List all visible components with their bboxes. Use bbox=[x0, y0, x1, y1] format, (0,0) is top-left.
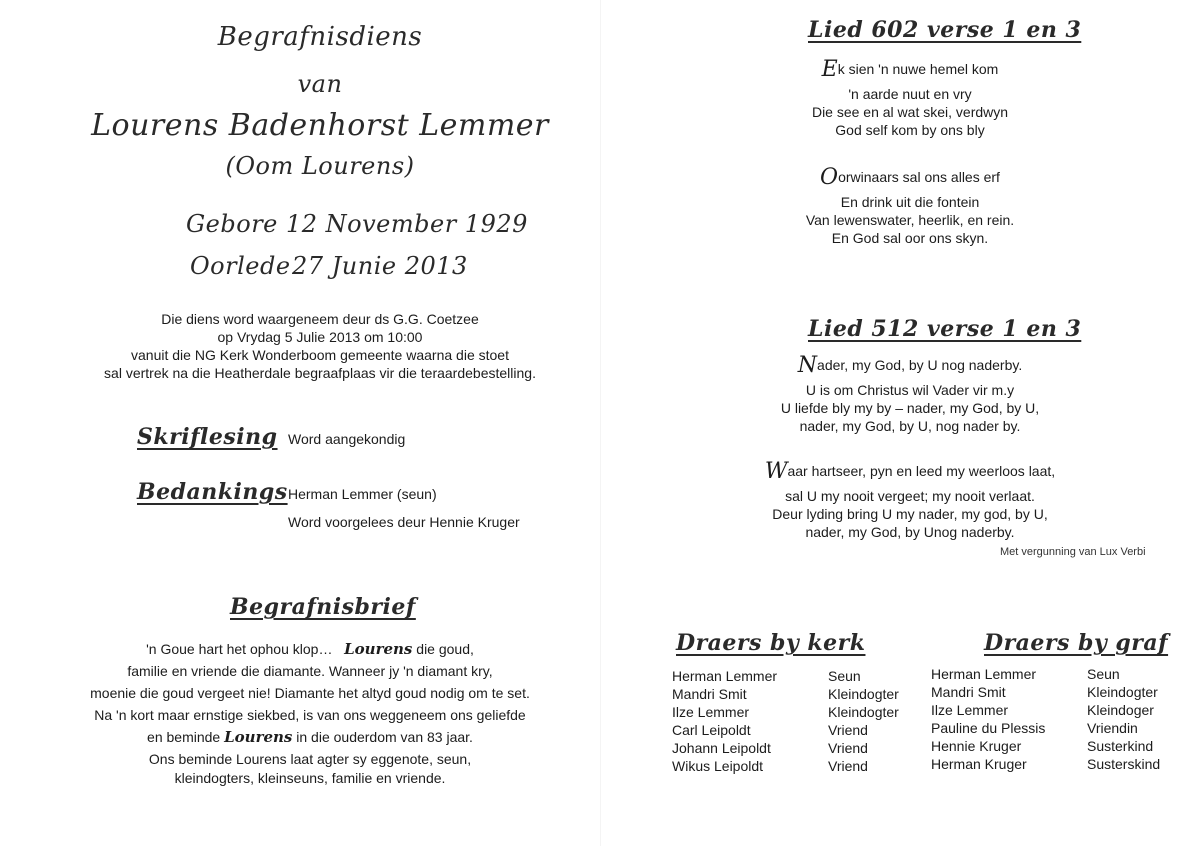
bearer-name: Herman Lemmer bbox=[672, 668, 778, 684]
service-line: sal vertrek na die Heatherdale begraafplaas vir die teraardebestelling. bbox=[104, 365, 536, 381]
verse-line: U liefde bly my by – nader, my God, by U, bbox=[780, 400, 1040, 416]
letter-line: Na 'n kort maar ernstige siekbed, is van ons weggeneem ons geliefde bbox=[94, 707, 526, 723]
verse-first-line: Waar hartseer, pyn en leed my weerloos laat, bbox=[764, 459, 1056, 484]
verse-line: God self kom by ons bly bbox=[835, 122, 985, 138]
drop-cap: E bbox=[821, 57, 838, 82]
bearer-name: Ilze Lemmer bbox=[931, 702, 1009, 718]
program-title-van: van bbox=[297, 70, 343, 98]
funeral-letter-body bbox=[90, 638, 530, 748]
drop-cap: W bbox=[764, 459, 788, 484]
funeral-letter-heading: Begrafnisbrief bbox=[230, 594, 416, 620]
service-line: Die diens word waargeneem deur ds G.G. Coetzee bbox=[161, 311, 479, 327]
verse-first-line: Oorwinaars sal ons alles erf bbox=[820, 165, 1000, 190]
hymn-602-verse-3 bbox=[760, 165, 1060, 247]
bearer-relation: Vriend bbox=[828, 758, 868, 774]
bearer-name: Mandri Smit bbox=[931, 684, 1006, 700]
letter-name: Lourens bbox=[344, 640, 413, 658]
bearers-grave-names bbox=[931, 665, 1045, 773]
born-label: Gebore bbox=[186, 210, 278, 238]
verse-line: Deur lyding bring U my nader, my god, by U, bbox=[772, 506, 1048, 522]
bearers-grave-heading: Draers by graf bbox=[984, 630, 1169, 656]
bearer-relation: Kleindogter bbox=[828, 686, 899, 702]
bearer-relation: Seun bbox=[828, 668, 861, 684]
program-title: Begrafnisdiens bbox=[217, 22, 423, 52]
letter-line: familie en vriende die diamante. Wanneer jy 'n diamant kry, bbox=[127, 663, 493, 679]
bearer-name: Carl Leipoldt bbox=[672, 722, 751, 738]
hymn-512-verse-1 bbox=[760, 353, 1060, 435]
service-line: vanuit die NG Kerk Wonderboom gemeente waarna die stoet bbox=[131, 347, 509, 363]
hymn-602-heading: Lied 602 verse 1 en 3 bbox=[808, 17, 1082, 43]
survivors-text bbox=[100, 750, 520, 788]
verse-first-line: Nader, my God, by U nog naderby. bbox=[797, 353, 1023, 378]
bearer-relation: Susterkind bbox=[1087, 738, 1154, 754]
died-label: Oorlede bbox=[190, 252, 291, 280]
letter-name: Lourens bbox=[224, 728, 293, 746]
hymn-512-verse-3 bbox=[760, 459, 1060, 541]
bearer-name: Herman Kruger bbox=[931, 756, 1027, 772]
died-date: 27 Junie 2013 bbox=[292, 252, 468, 280]
bearer-name: Johann Leipoldt bbox=[672, 740, 771, 756]
bearers-church-heading: Draers by kerk bbox=[676, 630, 866, 656]
survivors-line: kleindogters, kleinseuns, familie en vriende. bbox=[174, 770, 446, 786]
verse-line: nader, my God, by Unog naderby. bbox=[805, 524, 1015, 540]
bearer-name: Mandri Smit bbox=[672, 686, 747, 702]
bearer-relation: Kleindoger bbox=[1087, 702, 1154, 718]
thanks-by: Herman Lemmer (seun) bbox=[288, 486, 437, 502]
bearer-name: Ilze Lemmer bbox=[672, 704, 750, 720]
bearer-relation: Vriend bbox=[828, 740, 868, 756]
drop-cap: N bbox=[797, 353, 818, 378]
service-details bbox=[80, 310, 560, 382]
verse-first-line: Ek sien 'n nuwe hemel kom bbox=[821, 57, 999, 82]
service-line: op Vrydag 5 Julie 2013 om 10:00 bbox=[217, 329, 423, 345]
bearer-relation: Vriend bbox=[828, 722, 868, 738]
thanks-read-by: Word voorgelees deur Hennie Kruger bbox=[288, 514, 520, 530]
verse-line: En drink uit die fontein bbox=[840, 194, 980, 210]
letter-line: en beminde Lourens in die ouderdom van 83 jaar. bbox=[147, 728, 473, 746]
bearers-church-names bbox=[672, 667, 777, 775]
survivors-line: Ons beminde Lourens laat agter sy eggenote, seun, bbox=[148, 751, 472, 767]
drop-cap: O bbox=[820, 165, 839, 190]
bearers-grave-relations bbox=[1087, 665, 1160, 773]
bearer-name: Pauline du Plessis bbox=[931, 720, 1046, 736]
deceased-name: Lourens Badenhorst Lemmer bbox=[91, 108, 549, 143]
bearer-relation: Kleindogter bbox=[1087, 684, 1158, 700]
deceased-nickname: (Oom Lourens) bbox=[225, 152, 415, 180]
hymn-512-heading: Lied 512 verse 1 en 3 bbox=[808, 316, 1082, 342]
verse-line: nader, my God, by U, nog nader by. bbox=[799, 418, 1021, 434]
born-date: 12 November 1929 bbox=[286, 210, 528, 238]
bearer-name: Hennie Kruger bbox=[931, 738, 1022, 754]
permission-note: Met vergunning van Lux Verbi bbox=[1000, 546, 1146, 558]
verse-line: sal U my nooit vergeet; my nooit verlaat. bbox=[785, 488, 1035, 504]
verse-line: Die see en al wat skei, verdwyn bbox=[811, 104, 1009, 120]
verse-line: Van lewenswater, heerlik, en rein. bbox=[805, 212, 1015, 228]
bearer-relation: Seun bbox=[1087, 666, 1120, 682]
letter-line: moenie die goud vergeet nie! Diamante het altyd goud nodig om te set. bbox=[90, 685, 530, 701]
scripture-reading-heading: Skriflesing bbox=[137, 424, 278, 450]
thanks-heading: Bedankings bbox=[137, 479, 288, 505]
page-fold bbox=[600, 0, 601, 846]
bearer-name: Herman Lemmer bbox=[931, 666, 1037, 682]
verse-line: U is om Christus wil Vader vir m.y bbox=[805, 382, 1015, 398]
bearers-church-relations bbox=[828, 667, 899, 775]
scripture-reading-value: Word aangekondig bbox=[288, 431, 406, 447]
bearer-relation: Susterskind bbox=[1087, 756, 1161, 772]
hymn-602-verse-1 bbox=[760, 57, 1060, 139]
bearer-name: Wikus Leipoldt bbox=[672, 758, 764, 774]
bearer-relation: Vriendin bbox=[1087, 720, 1138, 736]
verse-line: 'n aarde nuut en vry bbox=[848, 86, 972, 102]
bearer-relation: Kleindogter bbox=[828, 704, 899, 720]
letter-line: 'n Goue hart het ophou klop… Lourens die goud, bbox=[146, 640, 474, 658]
verse-line: En God sal oor ons skyn. bbox=[831, 230, 989, 246]
